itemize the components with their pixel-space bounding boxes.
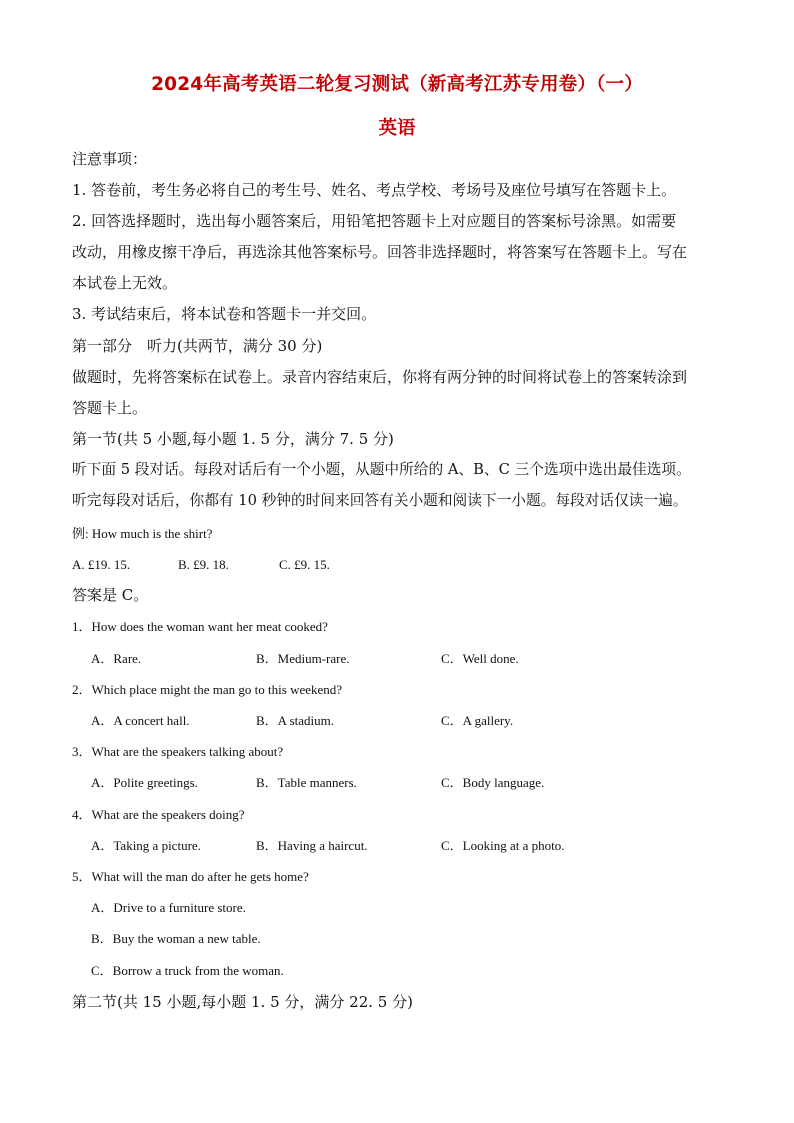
notice-item-2-line-1: 2. 回答选择题时，选出每小题答案后，用铅笔把答题卡上对应题目的答案标号涂黑。如需要 bbox=[72, 212, 677, 230]
section1-intro-line-1: 听下面 5 段对话。每段对话后有一个小题，从题中所给的 A、B、C 三个选项中选出最佳选项。 bbox=[72, 461, 691, 478]
example-question: 例: How much is the shirt? bbox=[72, 526, 213, 541]
question-2-option-c: C．A gallery. bbox=[441, 713, 514, 728]
part1-heading: 第一部分 听力(共两节，满分 30 分) bbox=[72, 337, 323, 355]
notice-heading: 注意事项： bbox=[72, 150, 148, 168]
exam-title: 2024年高考英语二轮复习测试（新高考江苏专用卷）（一） bbox=[151, 74, 643, 95]
section1-intro-line-2: 听完每段对话后，你都有 10 秒钟的时间来回答有关小题和阅读下一小题。每段对话仅读一遍。 bbox=[72, 492, 688, 509]
notice-item-3: 3. 考试结束后，将本试卷和答题卡一并交回。 bbox=[72, 305, 377, 323]
question-1-option-a: A．Rare. bbox=[91, 651, 142, 666]
question-5-option-b: B．Buy the woman a new table. bbox=[91, 931, 261, 946]
question-5-option-c: C．Borrow a truck from the woman. bbox=[91, 963, 284, 978]
notice-item-2-line-2: 改动，用橡皮擦干净后，再选涂其他答案标号。回答非选择题时，将答案写在答题卡上。写在 bbox=[72, 243, 688, 261]
example-option-b: B. £9. 18. bbox=[178, 557, 229, 572]
question-3: 3．What are the speakers talking about? bbox=[72, 744, 284, 759]
question-3-option-b: B．Table manners. bbox=[256, 775, 357, 790]
notice-item-2-line-3: 本试卷上无效。 bbox=[72, 274, 178, 292]
question-5: 5．What will the man do after he gets home? bbox=[72, 869, 309, 884]
question-1-option-c: C．Well done. bbox=[441, 651, 519, 666]
question-3-option-c: C．Body language. bbox=[441, 775, 545, 790]
section2-heading: 第二节(共 15 小题,每小题 1. 5 分，满分 22. 5 分) bbox=[72, 993, 413, 1011]
question-4-option-a: A．Taking a picture. bbox=[91, 838, 201, 853]
part1-intro-line-1: 做题时，先将答案标在试卷上。录音内容结束后，你将有两分钟的时间将试卷上的答案转涂到 bbox=[72, 368, 688, 386]
example-option-a: A. £19. 15. bbox=[72, 557, 131, 572]
notice-item-1: 1. 答卷前，考生务必将自己的考生号、姓名、考点学校、考场号及座位号填写在答题卡上。 bbox=[72, 181, 677, 199]
question-3-option-a: A．Polite greetings. bbox=[91, 775, 198, 790]
example-answer: 答案是 C。 bbox=[72, 586, 149, 604]
question-2-option-b: B．A stadium. bbox=[256, 713, 335, 728]
question-2: 2．Which place might the man go to this weekend? bbox=[72, 682, 343, 697]
question-4-option-c: C．Looking at a photo. bbox=[441, 838, 565, 853]
question-4: 4．What are the speakers doing? bbox=[72, 807, 245, 822]
part1-intro-line-2: 答题卡上。 bbox=[72, 399, 148, 417]
question-1-option-b: B．Medium-rare. bbox=[256, 651, 350, 666]
subject-title: 英语 bbox=[378, 118, 416, 139]
question-1: 1．How does the woman want her meat cooked? bbox=[72, 619, 328, 634]
section1-heading: 第一节(共 5 小题,每小题 1. 5 分，满分 7. 5 分) bbox=[72, 430, 394, 448]
question-4-option-b: B．Having a haircut. bbox=[256, 838, 368, 853]
question-5-option-a: A．Drive to a furniture store. bbox=[91, 900, 246, 915]
question-2-option-a: A．A concert hall. bbox=[91, 713, 190, 728]
example-option-c: C. £9. 15. bbox=[279, 557, 330, 572]
